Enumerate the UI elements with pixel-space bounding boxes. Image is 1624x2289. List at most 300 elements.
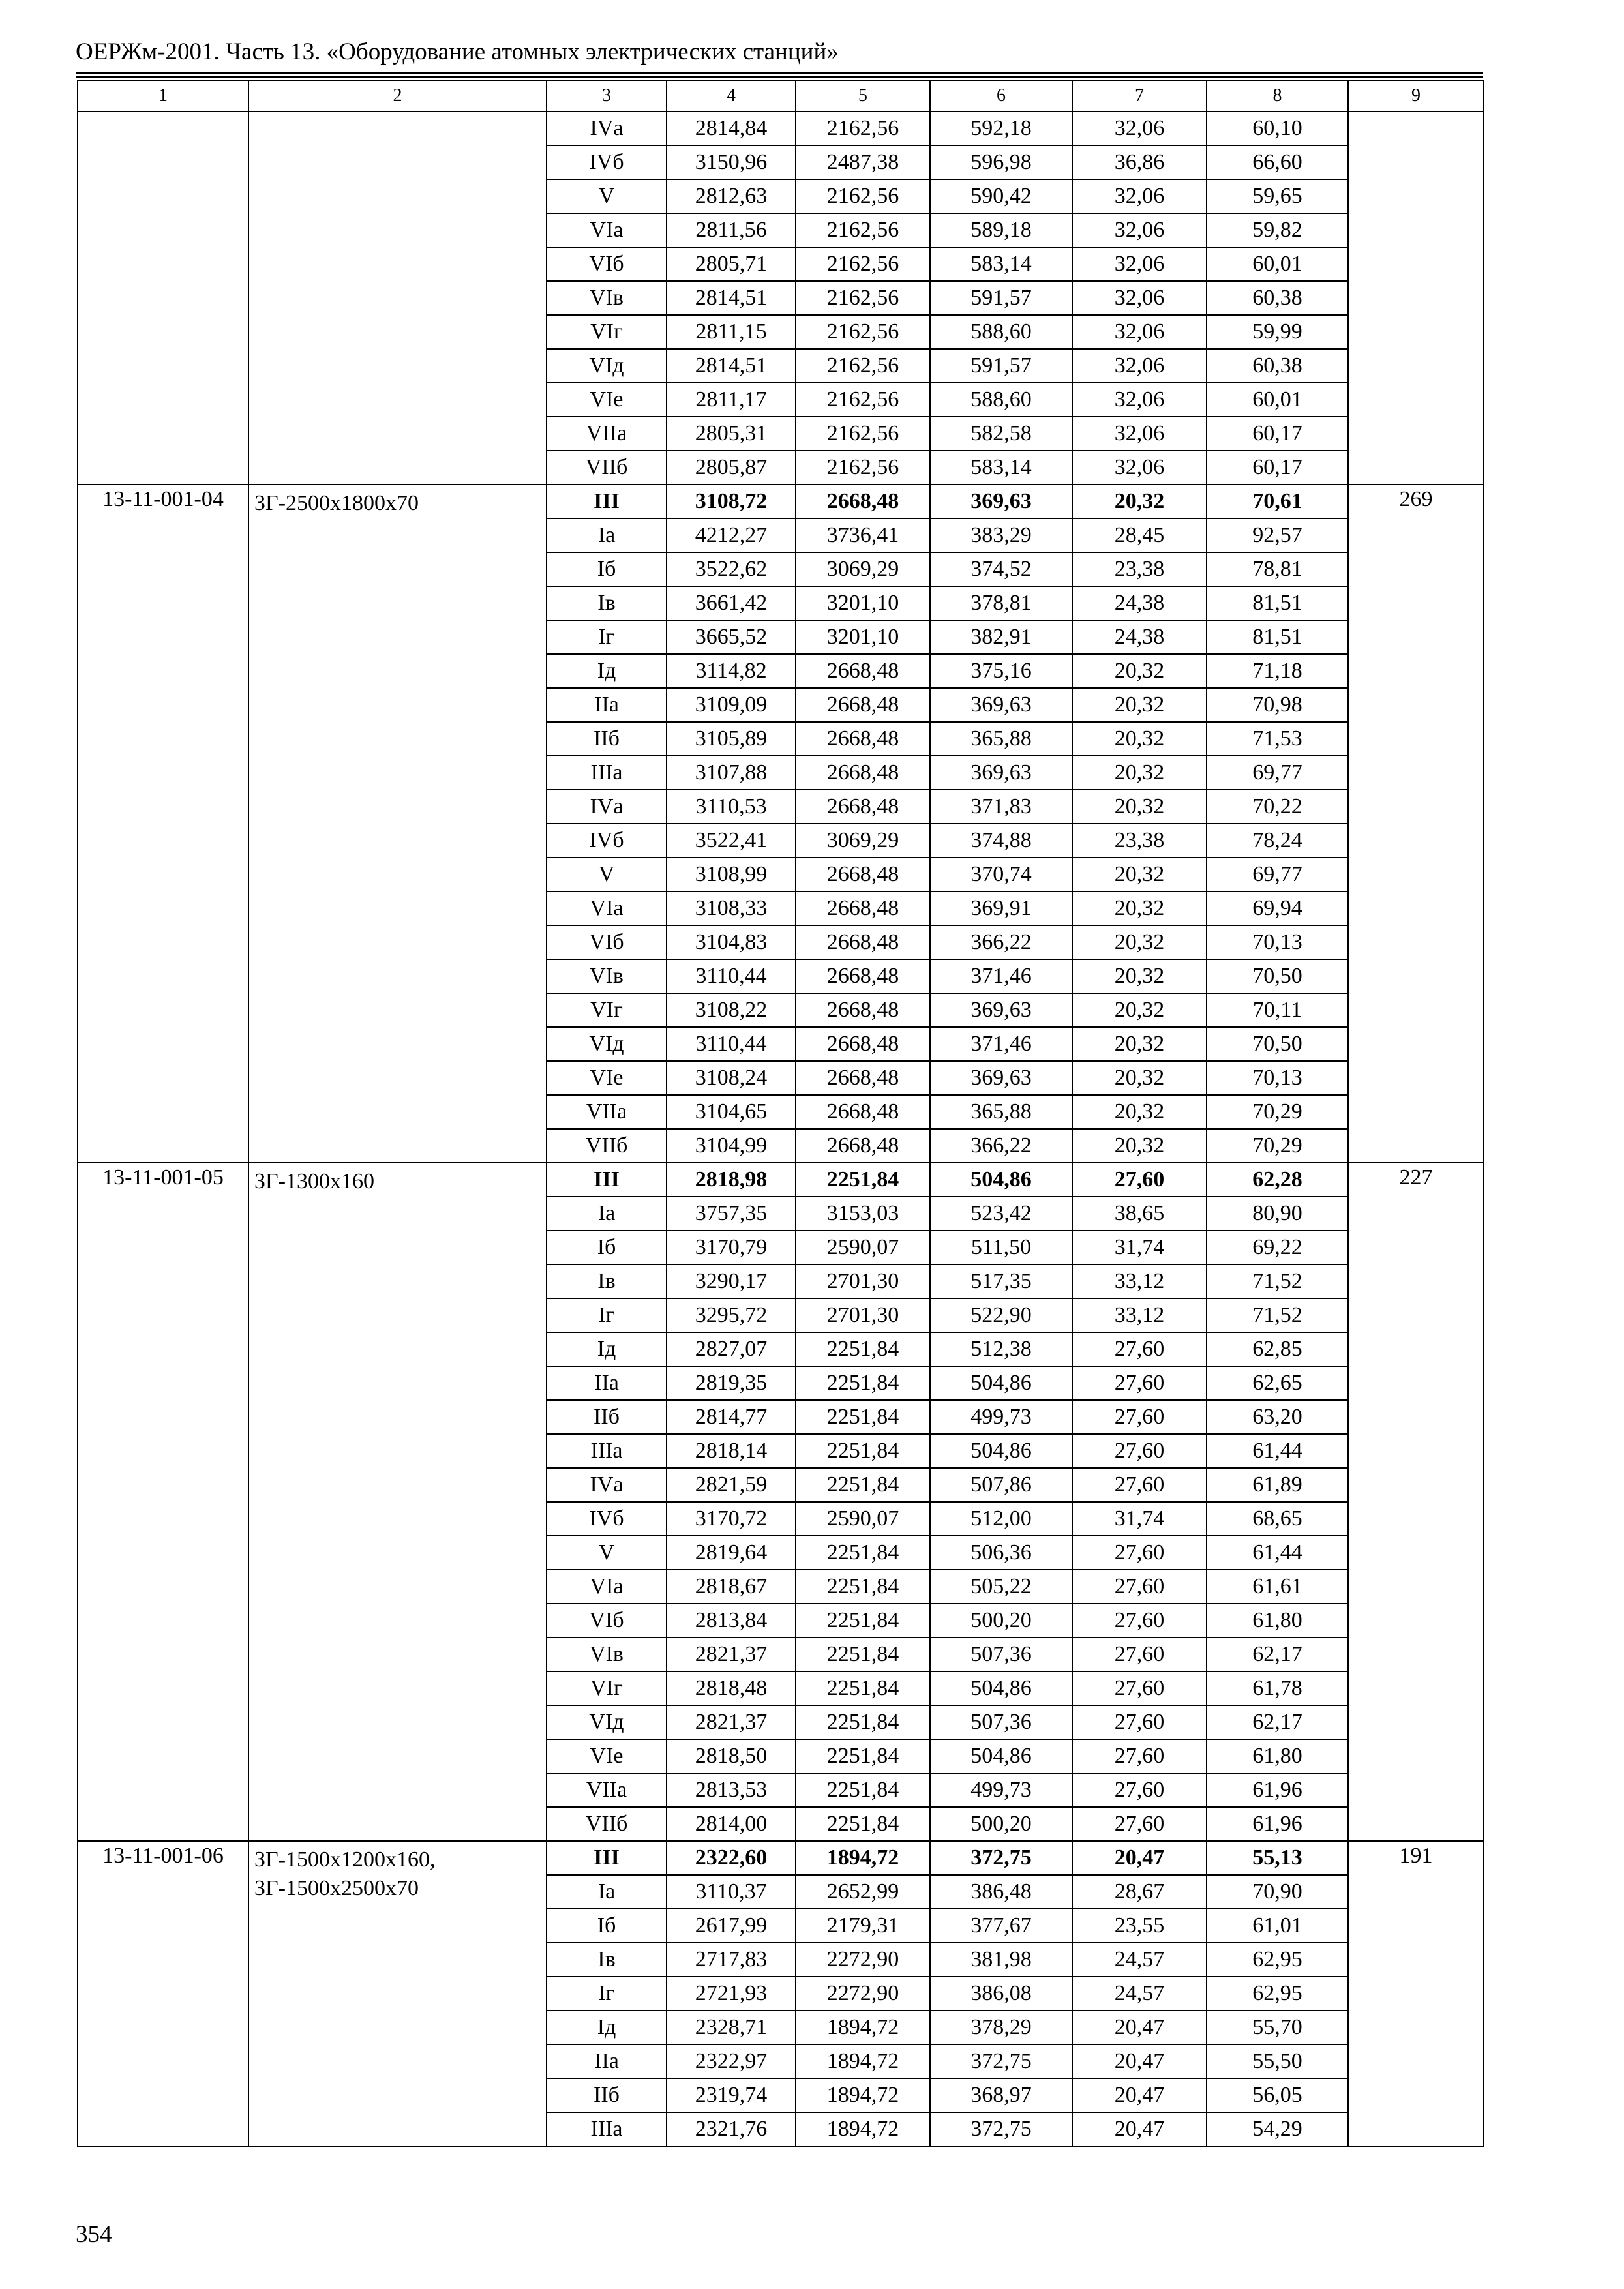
- zone-cell: Iд: [547, 2011, 667, 2044]
- zone-cell: Iд: [547, 1332, 667, 1366]
- machinist-wages-cell: 20,32: [1072, 1095, 1207, 1129]
- labor-cell: 71,18: [1207, 654, 1348, 688]
- zone-cell: VIIа: [547, 1095, 667, 1129]
- machinist-wages-cell: 20,32: [1072, 1027, 1207, 1061]
- zone-cell: IIIа: [547, 2112, 667, 2146]
- zone-cell: IIб: [547, 2078, 667, 2112]
- machine-cost-cell: 368,97: [930, 2078, 1072, 2112]
- wages-cell: 3069,29: [796, 552, 930, 586]
- zone-cell: VIд: [547, 349, 667, 383]
- machine-cost-cell: 522,90: [930, 1298, 1072, 1332]
- machinist-wages-cell: 27,60: [1072, 1332, 1207, 1366]
- machinist-wages-cell: 33,12: [1072, 1264, 1207, 1298]
- total-cost-cell: 2805,87: [667, 451, 796, 485]
- zone-cell: Iб: [547, 552, 667, 586]
- labor-cell: 55,70: [1207, 2011, 1348, 2044]
- total-cost-cell: 3104,65: [667, 1095, 796, 1129]
- zone-cell: V: [547, 1536, 667, 1570]
- wages-cell: 2162,56: [796, 315, 930, 349]
- wages-cell: 2251,84: [796, 1671, 930, 1705]
- machine-cost-cell: 372,75: [930, 1841, 1072, 1875]
- zone-cell: Iб: [547, 1231, 667, 1264]
- total-cost-cell: 3108,22: [667, 993, 796, 1027]
- machine-cost-cell: 592,18: [930, 112, 1072, 145]
- labor-cell: 59,65: [1207, 179, 1348, 213]
- machine-cost-cell: 365,88: [930, 1095, 1072, 1129]
- item-code-cell: [78, 112, 248, 485]
- wages-cell: 2668,48: [796, 756, 930, 790]
- wages-cell: 2590,07: [796, 1231, 930, 1264]
- machinist-wages-cell: 32,06: [1072, 315, 1207, 349]
- total-cost-cell: 2821,59: [667, 1468, 796, 1502]
- machine-cost-cell: 590,42: [930, 179, 1072, 213]
- machinist-wages-cell: 36,86: [1072, 145, 1207, 179]
- total-cost-cell: 3110,53: [667, 790, 796, 824]
- labor-cell: 55,50: [1207, 2044, 1348, 2078]
- wages-cell: 2251,84: [796, 1705, 930, 1739]
- zone-cell: VIIа: [547, 1773, 667, 1807]
- machinist-wages-cell: 33,12: [1072, 1298, 1207, 1332]
- total-cost-cell: 3108,33: [667, 891, 796, 925]
- labor-cell: 70,13: [1207, 1061, 1348, 1095]
- zone-cell: VIIб: [547, 1807, 667, 1841]
- labor-cell: 61,44: [1207, 1434, 1348, 1468]
- machinist-wages-cell: 38,65: [1072, 1197, 1207, 1231]
- wages-cell: 2668,48: [796, 858, 930, 891]
- wages-cell: 3201,10: [796, 586, 930, 620]
- zone-cell: Iв: [547, 1943, 667, 1977]
- wages-cell: 2668,48: [796, 1061, 930, 1095]
- machinist-wages-cell: 27,60: [1072, 1434, 1207, 1468]
- labor-cell: 55,13: [1207, 1841, 1348, 1875]
- machinist-wages-cell: 32,06: [1072, 247, 1207, 281]
- wages-cell: 2251,84: [796, 1468, 930, 1502]
- zone-cell: V: [547, 179, 667, 213]
- wages-cell: 2251,84: [796, 1807, 930, 1841]
- zone-cell: Iг: [547, 620, 667, 654]
- wages-cell: 2162,56: [796, 247, 930, 281]
- column-number: 7: [1072, 80, 1207, 112]
- machine-cost-cell: 504,86: [930, 1671, 1072, 1705]
- wages-cell: 1894,72: [796, 2112, 930, 2146]
- zone-cell: VIв: [547, 1638, 667, 1671]
- wages-cell: 2162,56: [796, 281, 930, 315]
- machinist-wages-cell: 27,60: [1072, 1366, 1207, 1400]
- labor-cell: 60,10: [1207, 112, 1348, 145]
- labor-cell: 66,60: [1207, 145, 1348, 179]
- zone-cell: III: [547, 1163, 667, 1197]
- total-cost-cell: 3109,09: [667, 688, 796, 722]
- machinist-wages-cell: 20,32: [1072, 993, 1207, 1027]
- machine-cost-cell: 504,86: [930, 1163, 1072, 1197]
- total-cost-cell: 3665,52: [667, 620, 796, 654]
- machinist-wages-cell: 24,57: [1072, 1977, 1207, 2011]
- zone-cell: VIв: [547, 281, 667, 315]
- machine-cost-cell: 371,46: [930, 959, 1072, 993]
- machinist-wages-cell: 20,32: [1072, 790, 1207, 824]
- wages-cell: 2162,56: [796, 112, 930, 145]
- wages-cell: 2668,48: [796, 1129, 930, 1163]
- item-name-cell: ЗГ-2500х1800х70: [248, 485, 547, 1163]
- machine-cost-cell: 504,86: [930, 1434, 1072, 1468]
- machine-cost-cell: 504,86: [930, 1739, 1072, 1773]
- wages-cell: 2251,84: [796, 1739, 930, 1773]
- machinist-wages-cell: 32,06: [1072, 451, 1207, 485]
- machinist-wages-cell: 24,38: [1072, 586, 1207, 620]
- machine-cost-cell: 372,75: [930, 2044, 1072, 2078]
- total-cost-cell: 2814,00: [667, 1807, 796, 1841]
- machine-cost-cell: 507,36: [930, 1705, 1072, 1739]
- wages-cell: 2668,48: [796, 790, 930, 824]
- machinist-wages-cell: 24,57: [1072, 1943, 1207, 1977]
- machine-cost-cell: 499,73: [930, 1773, 1072, 1807]
- machinist-wages-cell: 27,60: [1072, 1163, 1207, 1197]
- machine-cost-cell: 366,22: [930, 1129, 1072, 1163]
- total-cost-cell: 3108,99: [667, 858, 796, 891]
- labor-cell: 62,65: [1207, 1366, 1348, 1400]
- zone-cell: VIг: [547, 993, 667, 1027]
- machine-cost-cell: 382,91: [930, 620, 1072, 654]
- machinist-wages-cell: 20,32: [1072, 858, 1207, 891]
- labor-cell: 70,22: [1207, 790, 1348, 824]
- total-cost-cell: 3104,83: [667, 925, 796, 959]
- zone-cell: IIIа: [547, 756, 667, 790]
- zone-cell: VIа: [547, 891, 667, 925]
- labor-cell: 68,65: [1207, 1502, 1348, 1536]
- machine-cost-cell: 366,22: [930, 925, 1072, 959]
- labor-cell: 71,53: [1207, 722, 1348, 756]
- item-code-cell: 13-11-001-06: [78, 1841, 248, 2146]
- total-cost-cell: 2818,67: [667, 1570, 796, 1604]
- column-number: 3: [547, 80, 667, 112]
- machine-cost-cell: 588,60: [930, 315, 1072, 349]
- total-cost-cell: 2811,17: [667, 383, 796, 417]
- wages-cell: 2668,48: [796, 485, 930, 518]
- machinist-wages-cell: 27,60: [1072, 1570, 1207, 1604]
- total-cost-cell: 3170,79: [667, 1231, 796, 1264]
- machine-cost-cell: 369,63: [930, 993, 1072, 1027]
- total-cost-cell: 3150,96: [667, 145, 796, 179]
- table-row: [78, 1841, 1484, 1875]
- wages-cell: 2701,30: [796, 1264, 930, 1298]
- column-number: 9: [1348, 80, 1484, 112]
- wages-cell: 2668,48: [796, 688, 930, 722]
- total-cost-cell: 3522,41: [667, 824, 796, 858]
- machinist-wages-cell: 20,32: [1072, 654, 1207, 688]
- wages-cell: 2668,48: [796, 654, 930, 688]
- labor-cell: 80,90: [1207, 1197, 1348, 1231]
- total-cost-cell: 2811,15: [667, 315, 796, 349]
- total-cost-cell: 3757,35: [667, 1197, 796, 1231]
- machinist-wages-cell: 20,47: [1072, 2044, 1207, 2078]
- machinist-wages-cell: 24,38: [1072, 620, 1207, 654]
- wages-cell: 2590,07: [796, 1502, 930, 1536]
- total-cost-cell: 3110,44: [667, 959, 796, 993]
- reference-cell: [1348, 112, 1484, 485]
- zone-cell: IVб: [547, 824, 667, 858]
- wages-cell: 2162,56: [796, 213, 930, 247]
- labor-cell: 81,51: [1207, 586, 1348, 620]
- machine-cost-cell: 504,86: [930, 1366, 1072, 1400]
- item-name-cell: [248, 112, 547, 485]
- wages-cell: 2701,30: [796, 1298, 930, 1332]
- column-number-row: [78, 80, 1484, 112]
- labor-cell: 61,80: [1207, 1604, 1348, 1638]
- labor-cell: 70,13: [1207, 925, 1348, 959]
- machine-cost-cell: 369,63: [930, 756, 1072, 790]
- labor-cell: 70,90: [1207, 1875, 1348, 1909]
- wages-cell: 2251,84: [796, 1570, 930, 1604]
- labor-cell: 92,57: [1207, 518, 1348, 552]
- zone-cell: VIе: [547, 383, 667, 417]
- labor-cell: 60,38: [1207, 349, 1348, 383]
- labor-cell: 78,24: [1207, 824, 1348, 858]
- machine-cost-cell: 500,20: [930, 1807, 1072, 1841]
- machinist-wages-cell: 20,32: [1072, 1061, 1207, 1095]
- total-cost-cell: 2328,71: [667, 2011, 796, 2044]
- labor-cell: 54,29: [1207, 2112, 1348, 2146]
- machine-cost-cell: 596,98: [930, 145, 1072, 179]
- labor-cell: 60,17: [1207, 417, 1348, 451]
- machinist-wages-cell: 20,32: [1072, 959, 1207, 993]
- total-cost-cell: 2821,37: [667, 1705, 796, 1739]
- wages-cell: 1894,72: [796, 2011, 930, 2044]
- wages-cell: 2272,90: [796, 1943, 930, 1977]
- machine-cost-cell: 383,29: [930, 518, 1072, 552]
- machine-cost-cell: 589,18: [930, 213, 1072, 247]
- zone-cell: V: [547, 858, 667, 891]
- zone-cell: IIа: [547, 688, 667, 722]
- machinist-wages-cell: 32,06: [1072, 281, 1207, 315]
- labor-cell: 60,17: [1207, 451, 1348, 485]
- machinist-wages-cell: 32,06: [1072, 383, 1207, 417]
- machine-cost-cell: 377,67: [930, 1909, 1072, 1943]
- total-cost-cell: 2818,48: [667, 1671, 796, 1705]
- total-cost-cell: 2819,64: [667, 1536, 796, 1570]
- wages-cell: 2251,84: [796, 1366, 930, 1400]
- machinist-wages-cell: 20,32: [1072, 688, 1207, 722]
- total-cost-cell: 3522,62: [667, 552, 796, 586]
- machine-cost-cell: 386,08: [930, 1977, 1072, 2011]
- total-cost-cell: 2813,53: [667, 1773, 796, 1807]
- machinist-wages-cell: 28,45: [1072, 518, 1207, 552]
- machinist-wages-cell: 27,60: [1072, 1807, 1207, 1841]
- labor-cell: 69,22: [1207, 1231, 1348, 1264]
- zone-cell: III: [547, 485, 667, 518]
- zone-cell: Iв: [547, 1264, 667, 1298]
- total-cost-cell: 3114,82: [667, 654, 796, 688]
- wages-cell: 3736,41: [796, 518, 930, 552]
- labor-cell: 62,28: [1207, 1163, 1348, 1197]
- table-row: [78, 112, 1484, 145]
- item-name-cell: ЗГ-1300х160: [248, 1163, 547, 1841]
- machinist-wages-cell: 27,60: [1072, 1671, 1207, 1705]
- machinist-wages-cell: 20,32: [1072, 756, 1207, 790]
- wages-cell: 2652,99: [796, 1875, 930, 1909]
- machine-cost-cell: 583,14: [930, 451, 1072, 485]
- total-cost-cell: 2819,35: [667, 1366, 796, 1400]
- machinist-wages-cell: 23,55: [1072, 1909, 1207, 1943]
- zone-cell: Iв: [547, 586, 667, 620]
- wages-cell: 2251,84: [796, 1332, 930, 1366]
- total-cost-cell: 2721,93: [667, 1977, 796, 2011]
- table-row: [78, 1163, 1484, 1197]
- item-code-cell: 13-11-001-05: [78, 1163, 248, 1841]
- machine-cost-cell: 591,57: [930, 281, 1072, 315]
- total-cost-cell: 3104,99: [667, 1129, 796, 1163]
- total-cost-cell: 3170,72: [667, 1502, 796, 1536]
- labor-cell: 70,29: [1207, 1129, 1348, 1163]
- table-row: [78, 485, 1484, 518]
- wages-cell: 2668,48: [796, 959, 930, 993]
- machine-cost-cell: 582,58: [930, 417, 1072, 451]
- machine-cost-cell: 375,16: [930, 654, 1072, 688]
- total-cost-cell: 2321,76: [667, 2112, 796, 2146]
- machinist-wages-cell: 27,60: [1072, 1638, 1207, 1671]
- zone-cell: VIв: [547, 959, 667, 993]
- zone-cell: VIг: [547, 315, 667, 349]
- zone-cell: Iа: [547, 1875, 667, 1909]
- column-number: 8: [1207, 80, 1348, 112]
- labor-cell: 81,51: [1207, 620, 1348, 654]
- zone-cell: VIг: [547, 1671, 667, 1705]
- total-cost-cell: 2827,07: [667, 1332, 796, 1366]
- zone-cell: Iб: [547, 1909, 667, 1943]
- reference-cell: 191: [1348, 1841, 1484, 2146]
- machine-cost-cell: 386,48: [930, 1875, 1072, 1909]
- labor-cell: 71,52: [1207, 1298, 1348, 1332]
- zone-cell: VIIб: [547, 451, 667, 485]
- machine-cost-cell: 371,83: [930, 790, 1072, 824]
- labor-cell: 70,11: [1207, 993, 1348, 1027]
- wages-cell: 1894,72: [796, 1841, 930, 1875]
- labor-cell: 78,81: [1207, 552, 1348, 586]
- machinist-wages-cell: 32,06: [1072, 179, 1207, 213]
- machine-cost-cell: 511,50: [930, 1231, 1072, 1264]
- zone-cell: Iа: [547, 1197, 667, 1231]
- labor-cell: 56,05: [1207, 2078, 1348, 2112]
- total-cost-cell: 2319,74: [667, 2078, 796, 2112]
- machinist-wages-cell: 20,47: [1072, 1841, 1207, 1875]
- total-cost-cell: 2617,99: [667, 1909, 796, 1943]
- total-cost-cell: 3295,72: [667, 1298, 796, 1332]
- labor-cell: 61,96: [1207, 1773, 1348, 1807]
- total-cost-cell: 2805,31: [667, 417, 796, 451]
- labor-cell: 59,99: [1207, 315, 1348, 349]
- wages-cell: 2272,90: [796, 1977, 930, 2011]
- machinist-wages-cell: 20,32: [1072, 485, 1207, 518]
- total-cost-cell: 3108,72: [667, 485, 796, 518]
- machinist-wages-cell: 23,38: [1072, 552, 1207, 586]
- wages-cell: 2668,48: [796, 993, 930, 1027]
- labor-cell: 70,50: [1207, 1027, 1348, 1061]
- wages-cell: 2162,56: [796, 451, 930, 485]
- zone-cell: III: [547, 1841, 667, 1875]
- labor-cell: 61,89: [1207, 1468, 1348, 1502]
- machine-cost-cell: 507,36: [930, 1638, 1072, 1671]
- zone-cell: VIд: [547, 1027, 667, 1061]
- wages-cell: 2179,31: [796, 1909, 930, 1943]
- zone-cell: IVб: [547, 145, 667, 179]
- running-head: ОЕРЖм-2001. Часть 13. «Оборудование атомных электрических станций»: [76, 38, 839, 65]
- labor-cell: 69,77: [1207, 756, 1348, 790]
- machinist-wages-cell: 20,47: [1072, 2078, 1207, 2112]
- machine-cost-cell: 378,81: [930, 586, 1072, 620]
- labor-cell: 70,29: [1207, 1095, 1348, 1129]
- machine-cost-cell: 499,73: [930, 1400, 1072, 1434]
- machine-cost-cell: 378,29: [930, 2011, 1072, 2044]
- machinist-wages-cell: 20,32: [1072, 722, 1207, 756]
- total-cost-cell: 2821,37: [667, 1638, 796, 1671]
- header-rule-thin: [76, 76, 1483, 78]
- machinist-wages-cell: 27,60: [1072, 1536, 1207, 1570]
- machine-cost-cell: 365,88: [930, 722, 1072, 756]
- machinist-wages-cell: 27,60: [1072, 1705, 1207, 1739]
- wages-cell: 2251,84: [796, 1773, 930, 1807]
- zone-cell: IIб: [547, 722, 667, 756]
- labor-cell: 62,95: [1207, 1977, 1348, 2011]
- zone-cell: Iг: [547, 1977, 667, 2011]
- total-cost-cell: 3110,44: [667, 1027, 796, 1061]
- labor-cell: 61,78: [1207, 1671, 1348, 1705]
- total-cost-cell: 2717,83: [667, 1943, 796, 1977]
- column-number: 1: [78, 80, 248, 112]
- labor-cell: 62,17: [1207, 1705, 1348, 1739]
- machine-cost-cell: 588,60: [930, 383, 1072, 417]
- machine-cost-cell: 505,22: [930, 1570, 1072, 1604]
- total-cost-cell: 4212,27: [667, 518, 796, 552]
- total-cost-cell: 3290,17: [667, 1264, 796, 1298]
- machinist-wages-cell: 27,60: [1072, 1773, 1207, 1807]
- labor-cell: 71,52: [1207, 1264, 1348, 1298]
- machine-cost-cell: 369,91: [930, 891, 1072, 925]
- zone-cell: VIе: [547, 1061, 667, 1095]
- wages-cell: 2668,48: [796, 1095, 930, 1129]
- labor-cell: 60,01: [1207, 247, 1348, 281]
- wages-cell: 3153,03: [796, 1197, 930, 1231]
- machine-cost-cell: 374,52: [930, 552, 1072, 586]
- wages-cell: 2162,56: [796, 417, 930, 451]
- total-cost-cell: 2818,50: [667, 1739, 796, 1773]
- wages-cell: 3201,10: [796, 620, 930, 654]
- zone-cell: IIа: [547, 2044, 667, 2078]
- machine-cost-cell: 369,63: [930, 485, 1072, 518]
- zone-cell: IIб: [547, 1400, 667, 1434]
- total-cost-cell: 3107,88: [667, 756, 796, 790]
- zone-cell: VIIа: [547, 417, 667, 451]
- total-cost-cell: 3105,89: [667, 722, 796, 756]
- zone-cell: VIе: [547, 1739, 667, 1773]
- machinist-wages-cell: 32,06: [1072, 349, 1207, 383]
- machinist-wages-cell: 23,38: [1072, 824, 1207, 858]
- total-cost-cell: 2322,97: [667, 2044, 796, 2078]
- machine-cost-cell: 512,38: [930, 1332, 1072, 1366]
- column-number: 2: [248, 80, 547, 112]
- zone-cell: IVа: [547, 790, 667, 824]
- labor-cell: 61,44: [1207, 1536, 1348, 1570]
- total-cost-cell: 2812,63: [667, 179, 796, 213]
- zone-cell: IIIа: [547, 1434, 667, 1468]
- zone-cell: Iг: [547, 1298, 667, 1332]
- wages-cell: 2251,84: [796, 1163, 930, 1197]
- page-number: 354: [76, 2221, 112, 2248]
- labor-cell: 60,38: [1207, 281, 1348, 315]
- machine-cost-cell: 506,36: [930, 1536, 1072, 1570]
- wages-cell: 2668,48: [796, 1027, 930, 1061]
- total-cost-cell: 2814,51: [667, 349, 796, 383]
- header-rule: [76, 72, 1483, 74]
- machinist-wages-cell: 20,32: [1072, 891, 1207, 925]
